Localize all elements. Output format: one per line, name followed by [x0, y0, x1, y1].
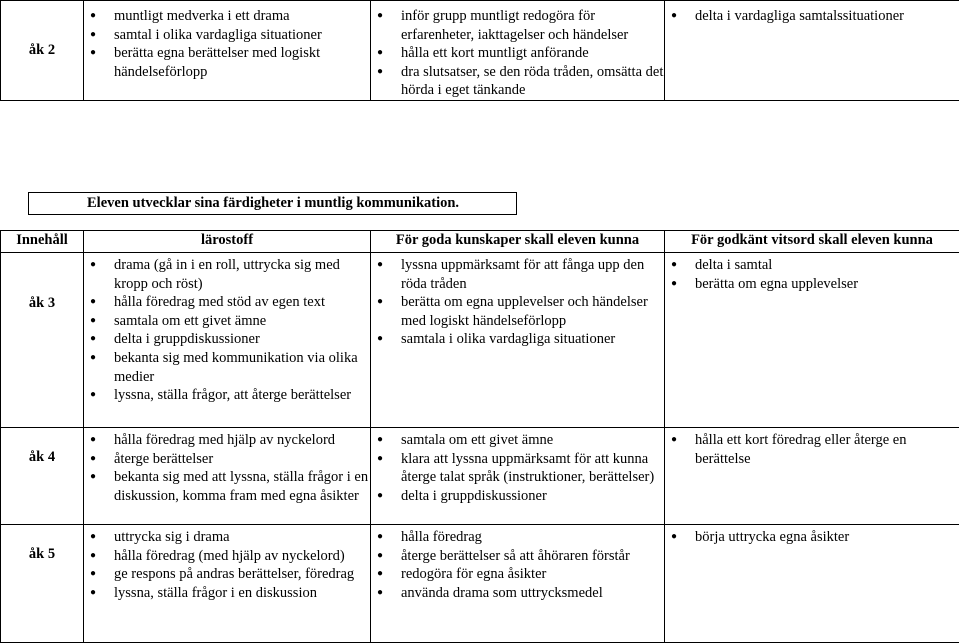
- list-item: ● delta i vardagliga samtalssituationer: [665, 7, 959, 26]
- column-header: För godkänt vitsord skall eleven kunna: [665, 231, 959, 253]
- list-item: ● återge berättelser: [84, 450, 370, 469]
- content-cell: [665, 428, 959, 525]
- top-table: [0, 0, 959, 101]
- header-row: [1, 231, 959, 253]
- list-item: ● lyssna uppmärksamt för att fånga upp den röda tråden: [371, 256, 664, 293]
- list-item: ● samtala om ett givet ämne: [371, 431, 664, 450]
- grade-label: åk 4: [1, 428, 84, 525]
- list-item: ● hålla föredrag (med hjälp av nyckelord): [84, 547, 370, 566]
- list-item: ● ge respons på andras berättelser, föredrag: [84, 565, 370, 584]
- content-cell: [665, 525, 959, 643]
- list-item: ● samtal i olika vardagliga situationer: [84, 26, 370, 45]
- list-item: ● berätta egna berättelser med logiskt händelseförlopp: [84, 44, 370, 81]
- list-item: ● bekanta sig med kommunikation via olika medier: [84, 349, 370, 386]
- grade-label: åk 2: [1, 1, 84, 101]
- content-cell: [665, 253, 959, 428]
- section-banner: Eleven utvecklar sina färdigheter i muntlig kommunikation.: [28, 192, 517, 215]
- list-item: ● hålla ett kort muntligt anförande: [371, 44, 664, 63]
- content-cell: [371, 253, 665, 428]
- list-item: ● samtala om ett givet ämne: [84, 312, 370, 331]
- list-item: ● uttrycka sig i drama: [84, 528, 370, 547]
- list-item: ● samtala i olika vardagliga situationer: [371, 330, 664, 349]
- table-row: [1, 525, 959, 643]
- column-header: För goda kunskaper skall eleven kunna: [371, 231, 665, 253]
- list-item: ● lyssna, ställa frågor, att återge berättelser: [84, 386, 370, 405]
- content-cell: [84, 525, 371, 643]
- list-item: ● dra slutsatser, se den röda tråden, omsätta det hörda i eget tänkande: [371, 63, 664, 100]
- content-cell: [665, 1, 959, 101]
- grade-label: åk 5: [1, 525, 84, 643]
- column-header: lärostoff: [84, 231, 371, 253]
- list-item: ● klara att lyssna uppmärksamt för att kunna återge talat språk (instruktioner, berättelser): [371, 450, 664, 487]
- list-item: ● hålla föredrag med stöd av egen text: [84, 293, 370, 312]
- list-item: ● delta i samtal: [665, 256, 959, 275]
- list-item: ● använda drama som uttrycksmedel: [371, 584, 664, 603]
- list-item: ● muntligt medverka i ett drama: [84, 7, 370, 26]
- list-item: ● inför grupp muntligt redogöra för erfarenheter, iakttagelser och händelser: [371, 7, 664, 44]
- content-cell: [84, 253, 371, 428]
- list-item: ● återge berättelser så att åhöraren förstår: [371, 547, 664, 566]
- column-header: Innehåll: [1, 231, 84, 253]
- table-row: [1, 253, 959, 428]
- content-cell: [371, 1, 665, 101]
- list-item: ● delta i gruppdiskussioner: [84, 330, 370, 349]
- content-cell: [84, 1, 371, 101]
- content-cell: [371, 428, 665, 525]
- list-item: ● delta i gruppdiskussioner: [371, 487, 664, 506]
- list-item: ● bekanta sig med att lyssna, ställa frågor i en diskussion, komma fram med egna åsikter: [84, 468, 370, 505]
- curriculum-table: [0, 230, 959, 643]
- list-item: ● hålla ett kort föredrag eller återge en berättelse: [665, 431, 959, 468]
- list-item: ● berätta om egna upplevelser: [665, 275, 959, 294]
- content-cell: [84, 428, 371, 525]
- list-item: ● redogöra för egna åsikter: [371, 565, 664, 584]
- list-item: ● hålla föredrag med hjälp av nyckelord: [84, 431, 370, 450]
- list-item: ● berätta om egna upplevelser och händelser med logiskt händelseförlopp: [371, 293, 664, 330]
- content-cell: [371, 525, 665, 643]
- table-row: [1, 428, 959, 525]
- list-item: ● lyssna, ställa frågor i en diskussion: [84, 584, 370, 603]
- grade-label: åk 3: [1, 253, 84, 428]
- list-item: ● börja uttrycka egna åsikter: [665, 528, 959, 547]
- list-item: ● drama (gå in i en roll, uttrycka sig med kropp och röst): [84, 256, 370, 293]
- table-row: [1, 1, 959, 101]
- list-item: ● hålla föredrag: [371, 528, 664, 547]
